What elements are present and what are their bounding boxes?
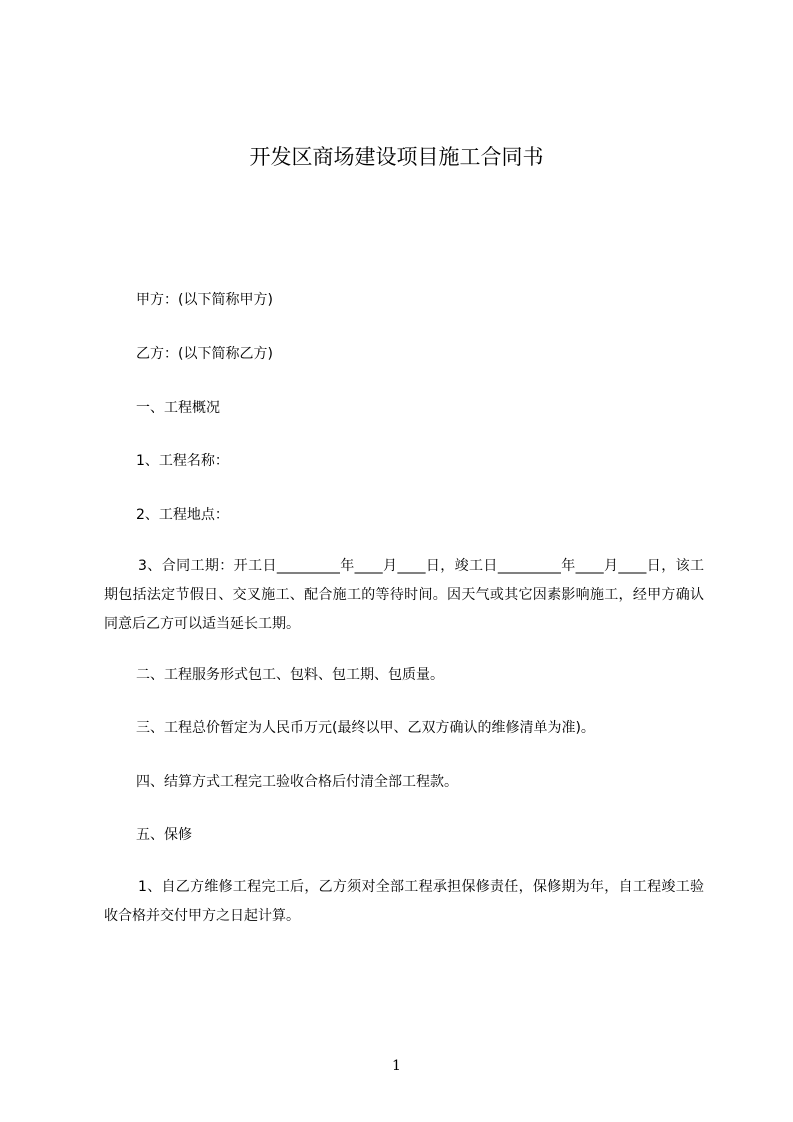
party-b-line: 乙方：(以下简称乙方) [136, 346, 273, 362]
section-heading-warranty: 五、保修 [136, 827, 192, 843]
contract-period-paragraph: 3、合同工期：开工日_________年____月____日，竣工日_________年____月____日，该工期包括法定节假日、交叉施工、配合施工的等待时间。因天气或其它因素影响施工，经甲方确认同意后乙方可以适当延长工期。 [104, 558, 704, 632]
document-title: 开发区商场建设项目施工合同书 [249, 145, 544, 169]
total-price-line: 三、工程总价暂定为人民币万元(最终以甲、乙双方确认的维修清单为准)。 [136, 720, 595, 736]
settlement-line: 四、结算方式工程完工验收合格后付清全部工程款。 [136, 774, 458, 790]
party-a-line: 甲方：(以下简称甲方) [136, 292, 273, 308]
page-number: 1 [392, 1058, 401, 1074]
service-form-line: 二、工程服务形式包工、包料、包工期、包质量。 [136, 667, 444, 683]
section-heading-project-overview: 一、工程概况 [136, 400, 220, 416]
project-location-item: 2、工程地点： [136, 507, 229, 523]
project-name-item: 1、工程名称： [136, 453, 229, 469]
warranty-paragraph: 1、自乙方维修工程完工后，乙方须对全部工程承担保修责任，保修期为年，自工程竣工验收合格并交付甲方之日起计算。 [104, 879, 704, 924]
